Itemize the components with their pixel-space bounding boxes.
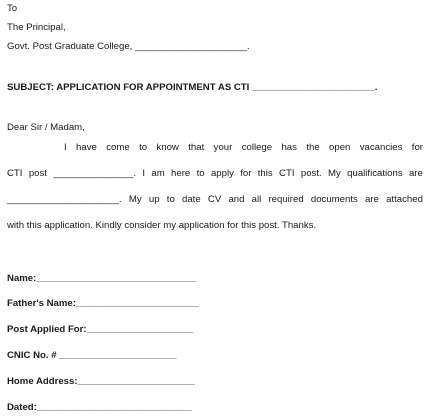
body-word: required	[268, 194, 304, 205]
body-word: My	[328, 168, 341, 179]
body-word: for	[411, 142, 423, 153]
post-applied-field: Post Applied For:____________________	[7, 324, 194, 335]
recipient-line: The Principal,	[7, 22, 66, 33]
body-word: to	[196, 168, 205, 179]
body-word: know	[156, 142, 179, 153]
body-word: am	[151, 168, 165, 179]
body-word: your	[213, 142, 233, 153]
body-line-1	[64, 142, 423, 154]
body-word: My	[128, 194, 142, 205]
body-word: that	[188, 142, 205, 153]
body-word: attached	[386, 194, 423, 205]
body-word: up	[148, 194, 160, 205]
body-word: vacancies	[359, 142, 403, 153]
body-word: all	[251, 194, 262, 205]
body-word: have	[76, 142, 97, 153]
body-word: to	[166, 194, 175, 205]
body-word: open	[329, 142, 351, 153]
body-word: post	[28, 168, 47, 179]
body-word: come	[106, 142, 130, 153]
college-line: Govt. Post Graduate College, _____________________.	[7, 41, 250, 52]
body-word: this	[257, 168, 273, 179]
body-word: _____________________.	[7, 194, 122, 205]
body-word: post.	[300, 168, 322, 179]
body-word: are	[365, 194, 379, 205]
subject-line: SUBJECT: APPLICATION FOR APPOINTMENT AS CTI _______________________.	[7, 82, 378, 93]
to-line: To	[7, 3, 18, 14]
body-line-4: with this application. Kindly consider my application for this post. Thanks.	[7, 220, 317, 231]
name-field: Name:______________________________	[7, 273, 197, 284]
body-word: are	[408, 168, 423, 179]
body-word: apply	[210, 168, 234, 179]
body-word: CTI	[7, 168, 23, 179]
body-line-3	[7, 194, 423, 206]
body-word: I	[64, 142, 67, 153]
home-address-field: Home Address:______________________	[7, 376, 195, 387]
body-word: CV	[207, 194, 222, 205]
body-word: I	[142, 168, 146, 179]
body-word: documents	[310, 194, 358, 205]
body-word: the	[306, 142, 320, 153]
father-name-field: Father's Name:_______________________	[7, 298, 199, 309]
body-word: has	[281, 142, 297, 153]
body-word: here	[171, 168, 191, 179]
dated-field: Dated:_____________________________	[7, 402, 192, 413]
body-word: to	[139, 142, 148, 153]
body-word: CTI	[279, 168, 295, 179]
body-word: qualifications	[347, 168, 403, 179]
body-word: for	[240, 168, 252, 179]
greeting: Dear Sir / Madam,	[7, 122, 85, 133]
body-word: college	[241, 142, 273, 153]
body-line-2	[7, 168, 423, 180]
body-word: and	[228, 194, 245, 205]
body-word: date	[182, 194, 201, 205]
cnic-field: CNIC No. # ______________________	[7, 350, 177, 361]
body-word: _______________.	[53, 168, 136, 179]
